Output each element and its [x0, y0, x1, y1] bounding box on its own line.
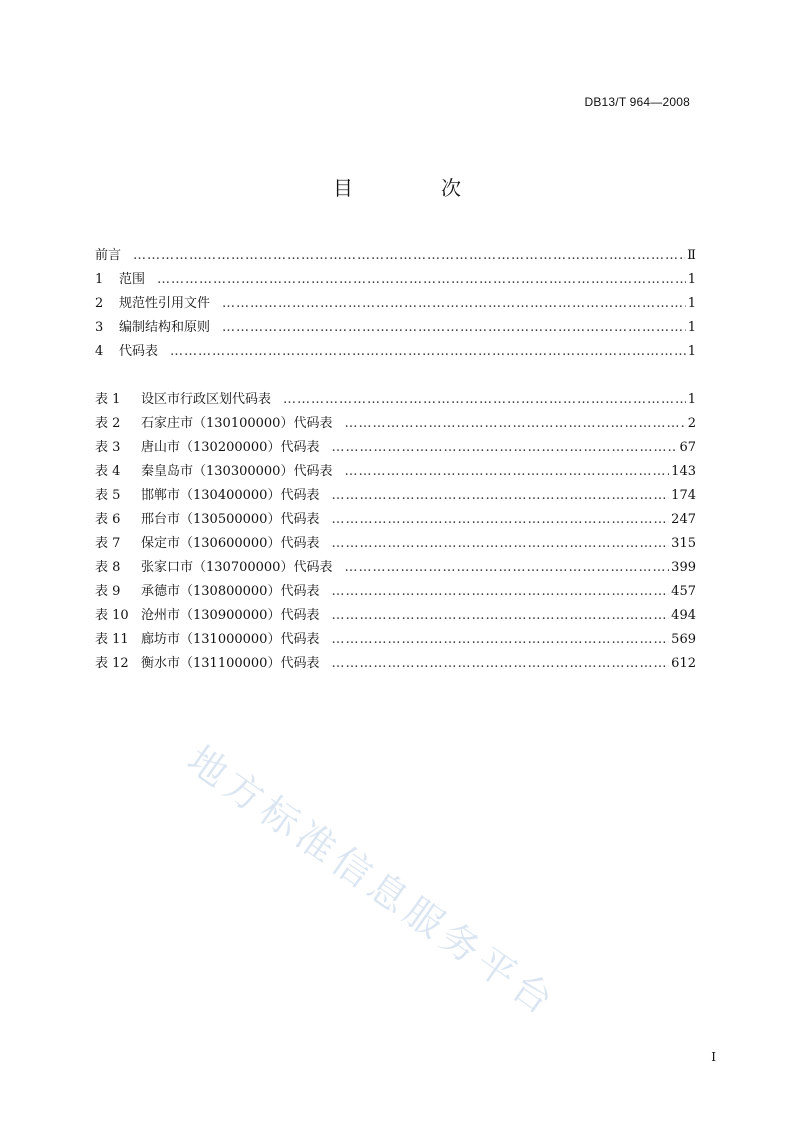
- document-code: DB13/T 964—2008: [584, 95, 690, 109]
- toc-page: 457: [671, 584, 696, 599]
- toc-label: 代码表: [119, 344, 159, 359]
- toc-number: 表 11: [95, 632, 129, 647]
- toc-number: 表 3: [95, 440, 121, 455]
- toc-page: 1: [687, 296, 696, 311]
- toc-row[interactable]: [95, 508, 696, 532]
- toc-row[interactable]: [95, 436, 696, 460]
- leader-dots: [331, 436, 677, 460]
- toc-title: 目次: [333, 176, 549, 200]
- toc-number: 表 10: [95, 608, 129, 623]
- leader-dots: [283, 388, 686, 412]
- toc-row[interactable]: [95, 244, 696, 268]
- toc-label: 石家庄市（130100000）代码表: [141, 416, 333, 431]
- toc-row[interactable]: [95, 316, 696, 340]
- toc-row[interactable]: [95, 268, 696, 292]
- watermark: 地方标准信息服务平台: [179, 737, 566, 1026]
- toc-row[interactable]: [95, 340, 696, 364]
- leader-dots: [222, 316, 686, 340]
- toc-number: 表 1: [95, 392, 121, 407]
- toc-number: 表 7: [95, 536, 121, 551]
- toc-tables: [95, 388, 696, 676]
- toc-label: 承德市（130800000）代码表: [141, 584, 320, 599]
- toc-page: 1: [687, 320, 696, 335]
- leader-dots: [133, 244, 685, 268]
- toc-number: 1: [95, 272, 104, 287]
- toc-page: 494: [671, 608, 696, 623]
- toc-number: 表 8: [95, 560, 121, 575]
- toc-label: 邢台市（130500000）代码表: [141, 512, 320, 527]
- toc-label: 规范性引用文件: [119, 296, 211, 311]
- leader-dots: [331, 604, 669, 628]
- toc-row[interactable]: [95, 460, 696, 484]
- leader-dots: [331, 580, 669, 604]
- leader-dots: [157, 268, 686, 292]
- toc-page: Ⅱ: [687, 248, 696, 263]
- toc-page: 1: [687, 272, 696, 287]
- toc-label: 唐山市（130200000）代码表: [141, 440, 320, 455]
- toc-page: 569: [671, 632, 696, 647]
- toc-page: 399: [671, 560, 696, 575]
- toc-page: 1: [687, 344, 696, 359]
- toc-row[interactable]: [95, 628, 696, 652]
- toc-label: 秦皇岛市（130300000）代码表: [141, 464, 333, 479]
- toc-number: 表 9: [95, 584, 121, 599]
- leader-dots: [331, 484, 669, 508]
- toc-label: 编制结构和原则: [119, 320, 211, 335]
- toc-number: 表 12: [95, 656, 129, 671]
- leader-dots: [331, 508, 669, 532]
- toc-page: 2: [687, 416, 696, 431]
- leader-dots: [344, 460, 669, 484]
- toc-number: 2: [95, 296, 104, 311]
- toc-page: 143: [671, 464, 696, 479]
- toc-label: 张家口市（130700000）代码表: [141, 560, 333, 575]
- toc-label: 设区市行政区划代码表: [141, 392, 272, 407]
- toc-row[interactable]: [95, 484, 696, 508]
- toc-number: 表 2: [95, 416, 121, 431]
- toc-page: 315: [671, 536, 696, 551]
- toc-row[interactable]: [95, 556, 696, 580]
- toc-number: 表 6: [95, 512, 121, 527]
- toc-label: 前言: [95, 248, 122, 263]
- toc-number: 表 5: [95, 488, 121, 503]
- leader-dots: [331, 628, 669, 652]
- toc-label: 保定市（130600000）代码表: [141, 536, 320, 551]
- toc-label: 邯郸市（130400000）代码表: [141, 488, 320, 503]
- toc-row[interactable]: [95, 292, 696, 316]
- toc-label: 廊坊市（131000000）代码表: [141, 632, 320, 647]
- toc-page: 174: [671, 488, 696, 503]
- toc-row[interactable]: [95, 412, 696, 436]
- toc-page: 612: [671, 656, 696, 671]
- toc-row[interactable]: [95, 604, 696, 628]
- toc-number: 3: [95, 320, 104, 335]
- toc-page: 67: [679, 440, 696, 455]
- toc-number: 表 4: [95, 464, 121, 479]
- toc-label: 范围: [119, 272, 146, 287]
- leader-dots: [170, 340, 686, 364]
- leader-dots: [331, 532, 669, 556]
- toc-row[interactable]: [95, 580, 696, 604]
- page-number: I: [711, 1050, 716, 1064]
- toc-row[interactable]: [95, 652, 696, 676]
- toc-number: 4: [95, 344, 104, 359]
- leader-dots: [222, 292, 686, 316]
- toc-row[interactable]: [95, 532, 696, 556]
- toc-page: 247: [671, 512, 696, 527]
- leader-dots: [344, 412, 685, 436]
- toc-page: 1: [687, 392, 696, 407]
- toc-row[interactable]: [95, 388, 696, 412]
- toc-sections: [95, 244, 696, 364]
- toc-label: 沧州市（130900000）代码表: [141, 608, 320, 623]
- toc-label: 衡水市（131100000）代码表: [141, 656, 320, 671]
- leader-dots: [344, 556, 669, 580]
- leader-dots: [331, 652, 669, 676]
